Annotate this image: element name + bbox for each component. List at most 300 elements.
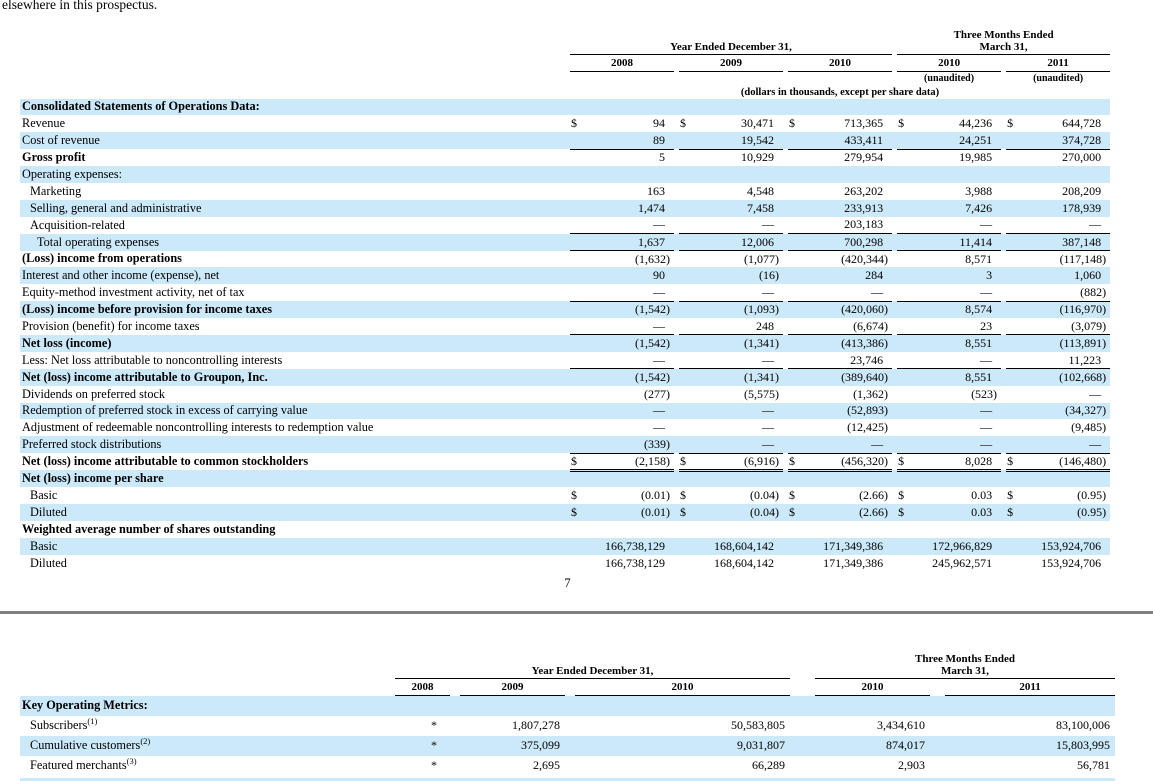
cell-dollar bbox=[1006, 419, 1022, 436]
cell-dollar bbox=[1006, 267, 1022, 284]
cell-dollar: $ bbox=[570, 453, 586, 470]
cell-dollar bbox=[1006, 99, 1022, 116]
row-label-text: Revenue bbox=[22, 116, 66, 131]
cell-value bbox=[395, 696, 450, 716]
cell-value: 8,571 bbox=[965, 251, 993, 266]
cell-value bbox=[586, 99, 674, 116]
row-label bbox=[20, 736, 395, 756]
row-label-text: Weighted average number of shares outstanding bbox=[22, 521, 276, 536]
row-label-text: Net (loss) income attributable to Groupon, Inc. bbox=[22, 369, 268, 384]
cell-value: 7,458 bbox=[747, 200, 774, 215]
row-label bbox=[20, 267, 570, 284]
cell-dollar bbox=[679, 318, 695, 335]
cell-value bbox=[913, 470, 1001, 487]
footnote-marker: (3) bbox=[126, 755, 137, 766]
row-label-text: Preferred stock distributions bbox=[22, 437, 162, 452]
cell-dollar bbox=[1006, 234, 1022, 251]
cell-value bbox=[804, 99, 892, 116]
cell-dollar bbox=[1006, 555, 1022, 572]
cell-dollar bbox=[570, 521, 586, 538]
cell-dollar bbox=[897, 99, 913, 116]
unaudited-label: (unaudited) bbox=[1033, 73, 1084, 85]
cell-dollar bbox=[788, 403, 804, 420]
cell-dollar: $ bbox=[1006, 453, 1022, 470]
cell-value: — bbox=[762, 352, 774, 367]
cell-dollar: $ bbox=[1007, 488, 1014, 503]
page-number: 7 bbox=[564, 576, 571, 590]
cell-dollar bbox=[897, 166, 913, 183]
cell-dollar bbox=[679, 301, 695, 318]
cell-value: 0.03 bbox=[971, 488, 993, 503]
cell-value bbox=[913, 99, 1001, 116]
cell-dollar bbox=[570, 318, 586, 335]
cell-value: (6,916) bbox=[695, 453, 783, 470]
cell-dollar bbox=[679, 200, 695, 217]
row-label bbox=[20, 132, 570, 149]
cell-dollar: $ bbox=[680, 488, 686, 503]
cell-value: — bbox=[980, 437, 993, 451]
cell-value: — bbox=[653, 318, 665, 333]
intro-text: elsewhere in this prospectus. bbox=[2, 0, 158, 12]
cell-dollar bbox=[897, 419, 913, 436]
row-label-text: Less: Net loss attributable to noncontrolling interests bbox=[22, 352, 283, 367]
spacer bbox=[565, 716, 575, 736]
row-label bbox=[20, 470, 570, 487]
row-label-text: Redemption of preferred stock in excess of carrying value bbox=[22, 403, 308, 418]
cell-value: 8,551 bbox=[913, 335, 1001, 352]
row-label-text: Net loss (income) bbox=[22, 335, 112, 350]
cell-value: — bbox=[762, 420, 774, 435]
spacer bbox=[790, 716, 815, 736]
cell-dollar bbox=[897, 436, 913, 453]
cell-value: 171,349,386 bbox=[823, 555, 884, 570]
cell-dollar bbox=[679, 436, 695, 453]
cell-value: (1,077) bbox=[744, 251, 779, 266]
cell-dollar: $ bbox=[571, 116, 577, 131]
cell-dollar bbox=[788, 132, 804, 149]
cell-dollar bbox=[1006, 149, 1022, 166]
cell-dollar bbox=[897, 352, 913, 369]
cell-value: 203,183 bbox=[844, 217, 884, 232]
cell-value: (146,480) bbox=[1022, 453, 1110, 470]
cell-value: — bbox=[980, 352, 993, 367]
cell-dollar bbox=[897, 200, 913, 217]
table-row bbox=[20, 149, 1110, 166]
row-label bbox=[20, 453, 570, 470]
unaudited-label: (unaudited) bbox=[924, 73, 975, 85]
col-header-q1-2011: 2011 bbox=[1006, 55, 1110, 72]
cell-dollar bbox=[788, 436, 804, 453]
cell-value bbox=[575, 696, 790, 716]
cell-value: (9,485) bbox=[1071, 420, 1107, 435]
table-row bbox=[20, 267, 1110, 284]
operations-table-header bbox=[20, 30, 1110, 99]
cell-dollar: $ bbox=[1007, 504, 1014, 519]
cell-dollar bbox=[679, 419, 695, 436]
cell-dollar bbox=[570, 251, 586, 268]
cell-dollar bbox=[788, 352, 804, 369]
cell-dollar bbox=[788, 335, 804, 352]
three-months-line1: Three Months Ended bbox=[915, 653, 1016, 665]
table-row bbox=[20, 200, 1110, 217]
spacer bbox=[570, 72, 674, 85]
cell-value: — bbox=[762, 217, 774, 232]
cell-dollar bbox=[897, 538, 913, 555]
cell-dollar bbox=[679, 166, 695, 183]
table-row bbox=[20, 453, 1110, 470]
table-row bbox=[20, 504, 1110, 521]
cell-dollar: $ bbox=[1007, 116, 1014, 131]
cell-value: 24,251 bbox=[959, 132, 993, 147]
cell-value: — bbox=[653, 403, 665, 418]
cell-dollar bbox=[897, 386, 913, 403]
cell-dollar bbox=[570, 369, 586, 386]
cell-dollar bbox=[788, 200, 804, 217]
cell-value: (1,093) bbox=[695, 301, 783, 318]
cell-value: 163 bbox=[647, 183, 665, 198]
row-label bbox=[20, 352, 570, 369]
cell-value bbox=[1022, 470, 1110, 487]
cell-value: (0.04) bbox=[750, 488, 779, 503]
cell-dollar bbox=[897, 234, 913, 251]
cell-value bbox=[913, 521, 1001, 538]
cell-dollar bbox=[570, 99, 586, 116]
cell-value: 248 bbox=[756, 318, 774, 333]
cell-dollar bbox=[679, 217, 695, 234]
spacer bbox=[450, 696, 460, 716]
cell-dollar bbox=[679, 183, 695, 200]
spacer bbox=[679, 72, 783, 85]
table-row bbox=[20, 716, 1115, 736]
row-label bbox=[20, 200, 570, 217]
row-label-text: Operating expenses: bbox=[22, 167, 123, 181]
cell-dollar bbox=[679, 352, 695, 369]
row-label-text: Diluted bbox=[30, 555, 67, 570]
cell-dollar bbox=[679, 538, 695, 555]
cell-value: (1,632) bbox=[635, 251, 670, 266]
cell-value bbox=[945, 696, 1115, 716]
table-row bbox=[20, 386, 1110, 403]
row-label-text: (Loss) income from operations bbox=[22, 251, 182, 266]
cell-value bbox=[1022, 166, 1110, 183]
cell-dollar bbox=[1006, 436, 1022, 453]
cell-dollar bbox=[570, 470, 586, 487]
cell-dollar bbox=[897, 217, 913, 234]
row-label-text: Subscribers bbox=[30, 718, 88, 732]
cell-dollar bbox=[788, 99, 804, 116]
three-months-line2: March 31, bbox=[940, 664, 990, 677]
cell-value: 4,548 bbox=[747, 183, 774, 198]
cell-value: 263,202 bbox=[844, 183, 884, 198]
cell-value: 168,604,142 bbox=[714, 538, 774, 553]
cell-value: 30,471 bbox=[741, 116, 774, 131]
spacer bbox=[20, 30, 570, 55]
col-header-2008: 2008 bbox=[570, 55, 674, 72]
row-label bbox=[20, 716, 395, 736]
cell-value: 44,236 bbox=[959, 116, 993, 131]
cell-dollar bbox=[679, 132, 695, 149]
cell-dollar bbox=[1006, 301, 1022, 318]
cell-dollar bbox=[897, 251, 913, 268]
cell-value: 3,988 bbox=[965, 183, 993, 198]
cell-value: 2,903 bbox=[898, 758, 926, 772]
cell-value: (0.95) bbox=[1077, 488, 1107, 503]
row-label bbox=[20, 335, 570, 352]
cell-dollar bbox=[570, 267, 586, 284]
cell-value: (420,344) bbox=[841, 251, 889, 266]
cell-value: (420,060) bbox=[804, 301, 892, 318]
year-header-row bbox=[20, 679, 1115, 696]
cell-value: (0.95) bbox=[1077, 504, 1107, 519]
cell-value: — bbox=[1089, 437, 1102, 451]
spacer bbox=[565, 696, 575, 716]
cell-dollar bbox=[788, 386, 804, 403]
row-label-text: Cumulative customers bbox=[30, 738, 141, 752]
cell-dollar: $ bbox=[788, 453, 804, 470]
col-header-q1-2010: 2010 bbox=[815, 679, 930, 696]
cell-dollar bbox=[788, 166, 804, 183]
cell-value: 50,583,805 bbox=[731, 718, 786, 732]
cell-value: — bbox=[1089, 217, 1102, 232]
spacer bbox=[450, 679, 460, 696]
cell-value: (2.66) bbox=[859, 504, 889, 519]
cell-value bbox=[586, 470, 674, 487]
cell-dollar bbox=[570, 217, 586, 234]
cell-dollar: $ bbox=[898, 116, 905, 131]
cell-value: 19,985 bbox=[913, 149, 1001, 166]
spacer bbox=[20, 654, 395, 679]
cell-dollar bbox=[897, 335, 913, 352]
row-label-text: Diluted bbox=[30, 504, 67, 519]
row-label bbox=[20, 555, 570, 572]
table-row bbox=[20, 217, 1110, 234]
cell-value: — bbox=[653, 420, 665, 435]
table-row bbox=[20, 284, 1110, 301]
cell-value: 245,962,571 bbox=[932, 555, 993, 570]
spacer bbox=[930, 716, 945, 736]
row-label bbox=[20, 149, 570, 166]
cell-value: 1,807,278 bbox=[512, 718, 560, 732]
table-row bbox=[20, 99, 1110, 116]
cell-value bbox=[815, 696, 930, 716]
cell-dollar bbox=[1006, 183, 1022, 200]
row-label-text: Adjustment of redeemable noncontrolling interests to redemption value bbox=[22, 420, 374, 435]
three-months-group-header bbox=[815, 654, 1115, 679]
cell-dollar bbox=[570, 166, 586, 183]
cell-dollar: $ bbox=[789, 504, 795, 519]
table-row bbox=[20, 318, 1110, 335]
cell-value: 12,006 bbox=[695, 234, 783, 251]
row-label-text: Net (loss) income attributable to common stockholders bbox=[22, 454, 309, 469]
key-metrics-table-header bbox=[20, 654, 1115, 696]
row-label bbox=[20, 166, 570, 183]
cell-dollar bbox=[788, 183, 804, 200]
cell-value bbox=[695, 99, 783, 116]
cell-dollar: $ bbox=[898, 504, 905, 519]
spacer bbox=[565, 679, 575, 696]
cell-value: 23 bbox=[980, 318, 993, 333]
cell-value: (52,893) bbox=[847, 403, 889, 418]
three-months-line2: March 31, bbox=[979, 40, 1028, 53]
cell-dollar bbox=[897, 132, 913, 149]
cell-value: (113,891) bbox=[1022, 335, 1110, 352]
row-label bbox=[20, 419, 570, 436]
table-row bbox=[20, 166, 1110, 183]
cell-value: (413,386) bbox=[804, 335, 892, 352]
spacer bbox=[930, 756, 945, 776]
cell-dollar bbox=[1006, 352, 1022, 369]
cell-dollar bbox=[1006, 132, 1022, 149]
cell-dollar: $ bbox=[897, 453, 913, 470]
row-label-text: Basic bbox=[30, 488, 58, 503]
cell-dollar: $ bbox=[680, 504, 686, 519]
row-label-text: Provision (benefit) for income taxes bbox=[22, 319, 200, 334]
col-header-2008: 2008 bbox=[395, 679, 450, 696]
cell-dollar bbox=[897, 369, 913, 386]
cell-value: 387,148 bbox=[1022, 234, 1110, 251]
cell-value: (16) bbox=[759, 268, 779, 283]
cell-value: — bbox=[653, 217, 665, 232]
cell-dollar bbox=[788, 369, 804, 386]
row-label bbox=[20, 487, 570, 504]
cell-value: — bbox=[762, 403, 774, 418]
row-label-text: Net (loss) income per share bbox=[22, 471, 164, 486]
page-divider bbox=[0, 611, 1153, 614]
footnote-marker: (2) bbox=[140, 735, 151, 746]
year-ended-group-header: Year Ended December 31, bbox=[395, 654, 790, 679]
row-label bbox=[20, 403, 570, 420]
table-row bbox=[20, 251, 1110, 268]
cell-dollar bbox=[897, 555, 913, 572]
col-header-2010: 2010 bbox=[788, 55, 892, 72]
cell-dollar: $ bbox=[571, 488, 577, 503]
cell-value: 1,474 bbox=[638, 200, 665, 215]
spacer bbox=[20, 679, 395, 696]
cell-value: 11,223 bbox=[1068, 352, 1102, 367]
cell-value: — bbox=[1089, 386, 1102, 401]
spacer bbox=[450, 756, 460, 776]
spacer bbox=[790, 696, 815, 716]
cell-value: (882) bbox=[1080, 284, 1107, 299]
cell-dollar bbox=[570, 436, 586, 453]
cell-value: (1,341) bbox=[695, 369, 783, 386]
row-label bbox=[20, 521, 570, 538]
cell-value: — bbox=[980, 403, 993, 418]
cell-value: 9,031,807 bbox=[737, 738, 786, 752]
cell-value: 7,426 bbox=[965, 200, 993, 215]
row-label bbox=[20, 756, 395, 776]
cell-value: (5,575) bbox=[744, 386, 779, 401]
cell-value: * bbox=[431, 718, 437, 732]
spacer bbox=[930, 736, 945, 756]
spacer bbox=[450, 736, 460, 756]
spacer bbox=[565, 756, 575, 776]
cell-dollar bbox=[570, 183, 586, 200]
cell-dollar bbox=[1006, 166, 1022, 183]
cell-dollar bbox=[1006, 538, 1022, 555]
cell-dollar bbox=[788, 251, 804, 268]
cell-value: (277) bbox=[644, 386, 670, 401]
cell-dollar bbox=[788, 318, 804, 335]
cell-dollar bbox=[788, 470, 804, 487]
table-row bbox=[20, 736, 1115, 756]
cell-dollar bbox=[897, 149, 913, 166]
cell-dollar bbox=[679, 470, 695, 487]
row-label bbox=[20, 183, 570, 200]
cell-dollar bbox=[679, 369, 695, 386]
cell-dollar bbox=[1006, 284, 1022, 301]
cell-dollar bbox=[570, 538, 586, 555]
cell-dollar bbox=[679, 555, 695, 572]
row-label-text: Gross profit bbox=[22, 150, 86, 165]
units-note: (dollars in thousands, except per share data) bbox=[740, 87, 940, 98]
table-row bbox=[20, 555, 1110, 572]
units-note-row bbox=[20, 85, 1110, 99]
cell-value: (456,320) bbox=[804, 453, 892, 470]
cell-dollar: $ bbox=[789, 488, 795, 503]
cell-dollar bbox=[788, 284, 804, 301]
table-row bbox=[20, 419, 1110, 436]
cell-value: (102,668) bbox=[1022, 369, 1110, 386]
row-label-text: Consolidated Statements of Operations Data: bbox=[22, 99, 260, 114]
cell-value: (0.01) bbox=[641, 488, 670, 503]
cell-value: 153,924,706 bbox=[1041, 555, 1102, 570]
row-label bbox=[20, 284, 570, 301]
cell-dollar bbox=[788, 301, 804, 318]
col-header-2010: 2010 bbox=[575, 679, 790, 696]
row-label-text: Dividends on preferred stock bbox=[22, 386, 166, 401]
cell-value: 66,289 bbox=[752, 758, 786, 772]
cell-dollar bbox=[1006, 369, 1022, 386]
cell-value bbox=[460, 696, 565, 716]
cell-value bbox=[804, 521, 892, 538]
cell-value: (12,425) bbox=[847, 420, 889, 435]
cell-value: 1,060 bbox=[1074, 268, 1102, 283]
cell-dollar bbox=[679, 521, 695, 538]
key-metrics-table bbox=[20, 654, 1115, 776]
cell-dollar: $ bbox=[789, 116, 795, 131]
cell-value: 168,604,142 bbox=[714, 555, 774, 570]
cell-dollar bbox=[570, 301, 586, 318]
cell-value: (116,970) bbox=[1022, 301, 1110, 318]
cell-value: 8,574 bbox=[913, 301, 1001, 318]
cell-dollar bbox=[897, 470, 913, 487]
cell-dollar bbox=[570, 284, 586, 301]
cell-dollar bbox=[897, 301, 913, 318]
cell-dollar bbox=[679, 99, 695, 116]
table-row bbox=[20, 538, 1110, 555]
cell-value: 700,298 bbox=[804, 234, 892, 251]
cell-value: * bbox=[431, 758, 437, 772]
cell-value: (0.04) bbox=[750, 504, 779, 519]
row-label bbox=[20, 504, 570, 521]
cell-value: 0.03 bbox=[971, 504, 993, 519]
cell-value: (1,542) bbox=[586, 301, 674, 318]
cell-dollar bbox=[897, 284, 913, 301]
cell-value: (389,640) bbox=[804, 369, 892, 386]
cell-dollar bbox=[788, 234, 804, 251]
table-row bbox=[20, 521, 1110, 538]
cell-value: (1,341) bbox=[695, 335, 783, 352]
cell-value: — bbox=[762, 284, 774, 299]
cell-dollar bbox=[897, 521, 913, 538]
three-months-line1: Three Months Ended bbox=[953, 29, 1054, 41]
row-label bbox=[20, 251, 570, 268]
cell-value: (1,542) bbox=[586, 369, 674, 386]
unaudited-row bbox=[20, 72, 1110, 85]
cell-value: 23,746 bbox=[850, 352, 884, 367]
cell-value bbox=[804, 166, 892, 183]
